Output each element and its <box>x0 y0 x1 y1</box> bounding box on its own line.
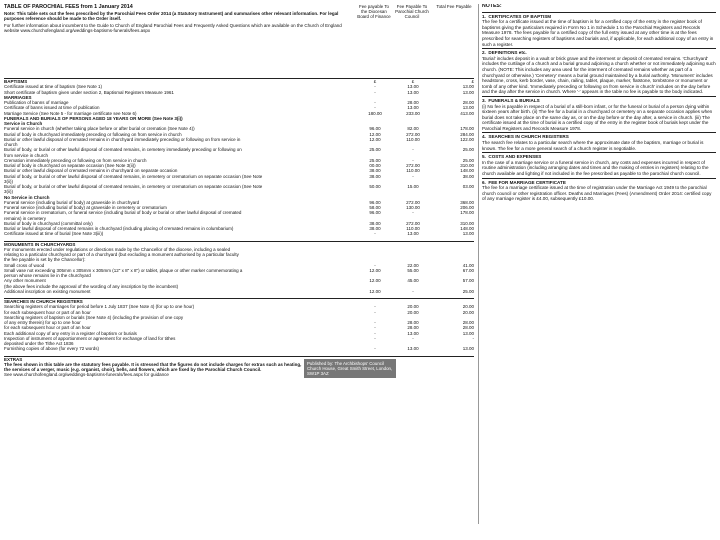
note-text: 'Burial' includes deposit in a vault or brick grave and the interment or deposit of cremated remains. 'Churchyard' includes the curtilage of a church and a burial ground adjoining a church whether or not immediately adjoining such church. (NOTE: This includes any area used for the interment of cremated remains whether as part of a churchyard or otherwise.) 'Cemetery' means a burial ground maintained by a burial authority. 'Monument' includes headstone, cross, kerb border, vase, chain, railing, tablet, plaque, marker, flatstone, tombstone or monument or tomb of any other kind. 'Immediately preceding or following on from service in church' includes on the day before and the day after the service in church. Where '-' appears in the table no fee is payable to the body indicated. <box>482 55 716 95</box>
fee-total: 13.00 <box>462 105 474 111</box>
fee-total: 38.00 <box>462 173 474 179</box>
fee-total: 20.00 <box>462 304 474 310</box>
fee-diocesan: - <box>374 346 376 352</box>
fee-pcc: 233.00 <box>406 110 420 116</box>
fee-description: Burial or lawful disposal of cremated remains in churchyard (including placing of cremated remains in columbarium) <box>4 226 234 231</box>
fee-pcc: 55.00 <box>407 267 419 273</box>
fee-pcc: 22.00 <box>407 262 419 268</box>
statutory-note: Note: This table sets out the fees prescribed by the Parochial Fees Order 2014 (a Statutory Instrument) and summarises other relevant information. For legal purposes reference should be made to the Order itself. <box>4 10 339 21</box>
fee-total: 25.00 <box>462 157 474 163</box>
note-number: 2. <box>482 50 486 56</box>
fee-pcc: 272.00 <box>406 220 420 226</box>
fee-total: 28.00 <box>462 325 474 331</box>
fee-description: FUNERALS AND BURIALS OF PERSONS AGED 18 YEARS OR MORE (See Note 3(i)) <box>4 115 183 121</box>
fee-diocesan: 25.00 <box>369 147 381 153</box>
fees-table <box>4 78 474 352</box>
extras-heading: EXTRAS <box>4 356 23 362</box>
fee-diocesan: 12.00 <box>369 131 381 137</box>
fee-description: relating to a particular churchyard or part of a churchyard (but excluding a monument authorised by a particular faculty <box>4 252 239 257</box>
note-divider <box>482 12 716 13</box>
fee-diocesan: 96.00 <box>369 199 381 205</box>
fee-pcc: 82.00 <box>407 126 419 132</box>
fee-pcc: 110.00 <box>406 226 420 231</box>
fee-description: of any entry therein) for up to one hour <box>4 320 81 325</box>
fee-description: Publication of banns of marriage <box>4 100 69 105</box>
fee-diocesan: - <box>374 105 376 111</box>
extras-footnote: See www.churchofengland.org/weddings-baptisms-funerals/fees.aspx for guidance <box>4 372 169 378</box>
note-divider <box>482 178 716 179</box>
fee-diocesan: - <box>374 304 376 310</box>
fee-description: Inspection of instrument of apportionment or agreement for exchange of land for tithes <box>4 335 176 341</box>
fee-description: Funeral service in church (whether taking place before or after burial or cremation (See Note 4)) <box>4 126 195 132</box>
fee-total: 67.00 <box>462 267 474 273</box>
fee-description: Burial of body in churchyard immediately preceding or following on from service in church <box>4 131 182 137</box>
fee-description: Small vase not exceeding 305mm x 305mm x 305mm (12" x 8" x 8") or tablet, plaque or other marker commemorating a <box>4 267 243 273</box>
fee-pcc: - <box>412 288 414 294</box>
fee-diocesan: 180.00 <box>368 110 382 116</box>
fee-pcc: £ <box>394 79 432 85</box>
fee-pcc: 45.00 <box>407 278 419 284</box>
note-divider <box>482 152 716 153</box>
fee-total: 206.00 <box>460 205 474 210</box>
fee-total: 13.00 <box>462 330 474 336</box>
fee-diocesan: - <box>374 100 376 105</box>
fee-description: the fee payable is set by the Chancellor): <box>4 257 86 263</box>
note-text: The fee for a certificate issued at the time of baptism is for a certified copy of the entry in the register book of baptisms giving the particulars required in Form No 1 in Schedule 1 to the Parochial Registers and Records Measure 1978. The fees payable for a certified copy of the full entry issued at any other time is at the fees prescribed for searching registers of baptisms and burials and, if applicable, for each additional copy of an entry in such a register. <box>482 19 714 47</box>
note-title: DEFINITIONS etc. <box>488 50 527 56</box>
fee-diocesan: £ <box>356 79 394 85</box>
fee-description: Funeral service (including burial of body) at graveside in churchyard <box>4 199 140 205</box>
fee-total: - <box>472 335 474 341</box>
fee-diocesan: 25.00 <box>369 157 381 163</box>
note-divider <box>482 48 716 49</box>
fee-total: 284.00 <box>460 131 474 137</box>
fee-total: 413.00 <box>460 110 474 116</box>
fee-pcc: 110.00 <box>406 136 420 142</box>
note-text: The fee for a marriage certificate issued at the time of registration under the Marriage Act 1949 to the parochial church council or other registration officer. Deaths and Marriages (Fees) (Amendment) Order 2014: certified copy of any marriage register is £4.00, subsequently £10.00. <box>482 185 712 202</box>
fee-pcc: 130.00 <box>406 205 420 210</box>
fee-description: remains) in cemetery <box>4 215 47 221</box>
fee-row <box>4 346 474 351</box>
fee-pcc: 28.00 <box>407 325 419 331</box>
fee-diocesan: - <box>374 335 376 341</box>
fee-diocesan: 12.00 <box>369 267 381 273</box>
fee-diocesan: 12.00 <box>369 278 381 284</box>
fee-total: 148.00 <box>460 226 474 231</box>
fee-total: 25.00 <box>462 147 474 153</box>
note-title: COSTS AND EXPENSES <box>488 154 542 160</box>
fee-description: for each subsequent hour or part of an hour <box>4 325 91 331</box>
note-title: FUNERALS & BURIALS <box>488 97 540 103</box>
fee-total: 20.00 <box>462 309 474 315</box>
fee-description: Each additional copy of any entry in a register of baptism or burials <box>4 330 137 336</box>
note-title: SEARCHES IN CHURCH REGISTERS <box>488 134 569 140</box>
fee-total: 13.00 <box>462 231 474 237</box>
fee-diocesan: - <box>374 89 376 95</box>
fee-description: (the above fees include the approval of the wording of any inscription by the incumbent) <box>4 283 179 289</box>
fee-diocesan: 58.00 <box>369 205 381 210</box>
fee-diocesan: 12.00 <box>369 136 381 142</box>
fee-pcc: - <box>412 335 414 341</box>
fee-description: Furnishing copies of above (for every 72 words) <box>4 346 100 352</box>
fee-diocesan: 38.00 <box>369 226 381 231</box>
fee-pcc: 28.00 <box>407 320 419 325</box>
fee-description: Marriage Service (See Note 5 - for marriage certificate see Note 6) <box>4 110 137 116</box>
fee-total: 57.00 <box>462 278 474 284</box>
fee-diocesan: 50.00 <box>369 184 381 189</box>
fee-description: Certificate issued at time of burial (See Note 3(iii)) <box>4 231 104 237</box>
fee-description: for each subsequent hour or part of an hour <box>4 309 91 315</box>
notes-list <box>482 12 716 202</box>
fee-total: 13.00 <box>462 84 474 90</box>
fee-description: Short certificate of baptism given under section 2, Baptismal Registers Measure 1961 <box>4 89 174 95</box>
fee-description: Funeral service in crematorium, or funeral service (including burial of body or burial or other lawful disposal of cremated <box>4 210 242 216</box>
note-text: The search fee relates to a particular search where the approximate date of the baptism, marriage or burial is known. The fee for a more general search of a church register is negotiable. <box>482 140 704 151</box>
fee-total: 310.00 <box>460 163 474 168</box>
note-number: 4. <box>482 134 486 140</box>
notes-heading: NOTES: <box>482 4 502 9</box>
fee-description: Funeral service (including burial of body) at graveside in cemetery or crematorium <box>4 205 167 210</box>
fee-description: Burial of body in churchyard on separate occasion (See Note 3(ii)) <box>4 163 136 168</box>
fee-pcc: 13.00 <box>407 84 419 90</box>
fee-diocesan: - <box>374 309 376 315</box>
fee-description: from service in church <box>4 152 49 158</box>
fee-diocesan: 38.00 <box>369 220 381 226</box>
fee-description: deposited under the Tithe Act 1836 <box>4 341 74 346</box>
fee-total: 310.00 <box>460 220 474 226</box>
table-header-block <box>4 4 474 78</box>
fee-pcc: 28.00 <box>407 100 419 105</box>
fee-description: Additional inscription on existing monument <box>4 288 91 294</box>
fee-description: Certificate issued at time of baptism (See Note 1) <box>4 84 103 90</box>
fee-description: Burial of body in churchyard (committal only) <box>4 220 93 226</box>
note-number: 1. <box>482 13 486 19</box>
fee-description: Searching registers of marriages for period before 1 July 1837 (See Note 4) (for up to one hour) <box>4 304 195 310</box>
fee-diocesan: - <box>374 330 376 336</box>
note-title: FEE FOR MARRIAGE CERTIFICATE <box>488 179 566 185</box>
fee-diocesan: 00.00 <box>369 163 381 168</box>
note-number: 6. <box>482 179 486 185</box>
notes-column <box>482 4 716 536</box>
fee-description: For monuments erected under regulations or directions made by the Chancellor of the diocese, including a sealed <box>4 246 231 252</box>
fee-pcc: 13.00 <box>407 346 419 352</box>
fee-diocesan: 96.00 <box>369 126 381 132</box>
fee-diocesan: - <box>374 262 376 268</box>
fee-description: 3(ii)) <box>4 178 13 184</box>
note-text: In the case of a marriage service or a funeral service in church, any costs and expenses incurred in respect of routine administration (including arranging dates and times and the making of entries in registers) relating to the church available and lighting if not included in the fee prescribed as payable to the parochial church council. <box>482 159 709 177</box>
fee-description: No Service in Church <box>4 194 50 200</box>
fee-pcc: 13.00 <box>407 105 419 111</box>
fee-description: MARRIAGES <box>4 94 32 100</box>
fee-diocesan: - <box>374 84 376 90</box>
fee-diocesan: - <box>374 231 376 237</box>
fee-description: BAPTISMS <box>4 79 356 85</box>
fee-pcc: 13.00 <box>407 330 419 336</box>
fee-description: Any other monument <box>4 278 46 284</box>
fee-pcc: - <box>412 173 414 179</box>
column-header-diocesan: Fee payable To the Diocesan Board of Finance <box>357 4 391 19</box>
column-header-pcc: Fee Payable To Parochial Church Council <box>395 4 429 19</box>
fee-total: 13.00 <box>462 346 474 352</box>
note-number: 3. <box>482 97 486 103</box>
fee-diocesan: 96.00 <box>369 210 381 216</box>
fee-description: 3(ii)) <box>4 189 13 195</box>
fee-description: MONUMENTS IN CHURCHYARDS <box>4 241 356 247</box>
intro-text: For further information about incumbent to the Guide to Church of England Parochial Fees and Frequently Asked Questions which are available on the Church of England website www.churchofengland.org/weddings-baptisms-funerals/fees.aspx <box>4 23 342 34</box>
fee-description: person whose remains lie in the churchyard <box>4 273 91 278</box>
note-title: CERTIFICATES OF BAPTISM <box>488 13 552 19</box>
fee-total: 28.00 <box>462 100 474 105</box>
fee-pcc: 272.00 <box>406 131 420 137</box>
fee-pcc: 13.00 <box>407 231 419 237</box>
fee-description: SEARCHES IN CHURCH REGISTERS <box>4 299 356 305</box>
column-header-total: Total Fee Payable <box>436 4 472 9</box>
fee-pcc: 15.00 <box>407 184 419 189</box>
fee-diocesan: - <box>374 325 376 331</box>
fee-total: £ <box>432 79 474 85</box>
fee-pcc: 13.00 <box>407 89 419 95</box>
fee-diocesan: 38.00 <box>369 168 381 174</box>
note-text: (i) No fee is payable in respect of a burial of a still-born infant, or for the funeral or burial of a person dying within sixteen years after birth. (ii) The fee for a burial in a churchyard or cemetery on a separate occasion applies when burial does not take place on the same day as, or on the day before or the day after, a service in church. (iii) The certificate issued at the time of burial is a certified copy of the entry in the register book of burials kept under the Parochial Registers and Records Measure 1978. <box>482 103 713 131</box>
fee-diocesan: 38.00 <box>369 173 381 179</box>
fee-description: Burial of body, or burial or other lawful disposal of cremated remains, in cemetery or crematorium on separate occasion (See Note <box>4 184 263 189</box>
note-divider <box>482 132 716 133</box>
fee-diocesan: - <box>374 320 376 325</box>
fee-pcc: 20.00 <box>407 309 419 315</box>
publisher-box: Published by: The Archbishops' Council Church House, Great Smith Street, London, SW1P 3AZ <box>304 359 396 379</box>
fee-total: 28.00 <box>462 320 474 325</box>
fee-total: 13.00 <box>462 89 474 95</box>
fee-description: church <box>4 142 18 147</box>
fee-description: Certificate of banns issued at time of publication <box>4 105 100 111</box>
fee-pcc: 272.00 <box>406 163 420 168</box>
fees-column <box>4 4 474 536</box>
note-number: 5. <box>482 154 486 160</box>
fee-description: Burial of body, or burial or other lawful disposal of cremated remains, in cemetery or crematorium on separate occasion (See Note <box>4 173 263 179</box>
fee-description: Burial or other lawful disposal of cremated remains in churchyard immediately preceding or following on from service in <box>4 136 241 142</box>
fee-total: 122.00 <box>460 136 474 142</box>
fee-pcc: 20.00 <box>407 304 419 310</box>
fee-pcc: - <box>412 157 414 163</box>
fee-pcc: - <box>412 210 414 216</box>
fee-pcc: - <box>412 147 414 153</box>
fee-description: Burial of body, or burial or other lawful disposal of cremated remains, in cemetery immediately preceding or following on <box>4 147 242 153</box>
fee-description: Burial or other lawful disposal of cremated remains in churchyard on separate occasion <box>4 168 178 174</box>
fee-total: 178.00 <box>460 210 474 216</box>
fee-total: 03.00 <box>462 184 474 189</box>
fee-total: 25.00 <box>462 288 474 294</box>
column-divider <box>478 4 479 524</box>
page-title: TABLE OF PAROCHIAL FEES from 1 January 2014 <box>4 4 133 10</box>
fee-description: Cremation immediately preceding or following on from service in church <box>4 157 147 163</box>
fee-total: 148.00 <box>460 168 474 174</box>
extras-section <box>4 356 474 378</box>
fee-pcc: 272.00 <box>406 199 420 205</box>
note-divider <box>482 96 716 97</box>
fee-description: Small cross of wood <box>4 262 45 268</box>
fee-diocesan: 12.00 <box>369 288 381 294</box>
extras-text: The fees shown in this table are the statutory fees payable. It is stressed that the figures do not include charges for extras such as heating, the services of a verger, music (e.g. organist, choir), bells, and flowers, which are fixed by the Parochial Church Council. <box>4 361 302 372</box>
fee-total: 368.00 <box>460 199 474 205</box>
fee-description: Searching registers of baptism or burials (See Note 4) (including the provision of one copy <box>4 314 184 320</box>
fee-total: 178.00 <box>460 126 474 132</box>
fee-total: 41.00 <box>462 262 474 268</box>
fee-pcc: 110.00 <box>406 168 420 174</box>
fee-description: Service in Church <box>4 121 43 126</box>
